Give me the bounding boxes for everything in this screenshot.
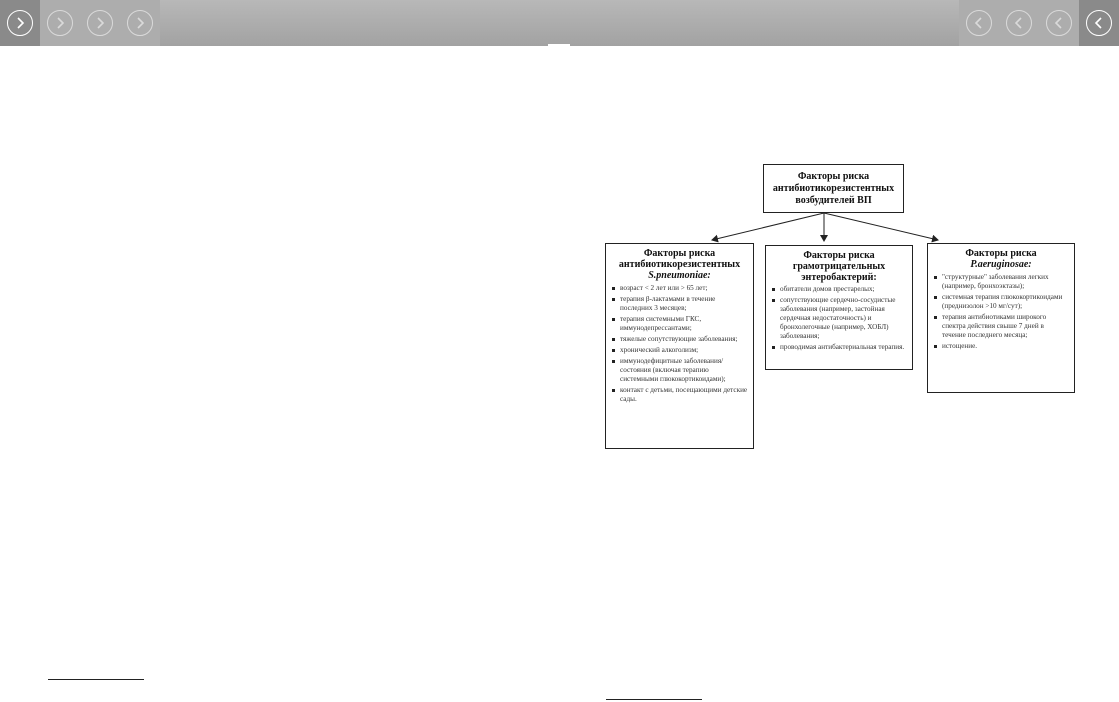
footnote-separator [48,679,144,680]
chevron-right-icon [87,10,113,36]
risk-factor-list [771,285,907,352]
risk-factor-item: хронический алкоголизм; [620,346,748,355]
category-title: Факторы риска [965,248,1037,259]
prev-page-button[interactable] [959,0,999,46]
risk-factor-item: терапия β-лактамами в течение последних 3 месяцев; [620,295,748,313]
category-box-enterobacteria [765,245,913,370]
chevron-left-icon [1046,10,1072,36]
category-box-paeruginosae [927,243,1075,393]
risk-factor-item: иммунодефицитные заболевания/состояния (включая терапию системными глюкокортикоидами); [620,357,748,384]
risk-factor-list [611,284,748,404]
next-page-button[interactable] [80,0,120,46]
chevron-right-icon [47,10,73,36]
risk-factor-item: сопутствующие сердечно-сосудистые заболевания (например, застойная сердечная недостаточность) и бронхолегочные (например, ХОБЛ) заболевания; [780,296,907,341]
category-title: Факторы риска антибиотикорезистентных [618,248,741,270]
risk-factor-item: истощение. [942,342,1069,351]
risk-factor-item: возраст < 2 лет или > 65 лет; [620,284,748,293]
prev-page-button[interactable] [999,0,1039,46]
risk-factor-item: тяжелые сопутствующие заболевания; [620,335,748,344]
chevron-left-icon [1006,10,1032,36]
page-divider-mark [548,44,570,48]
chevron-left-icon [1086,10,1112,36]
risk-factor-item: терапия системными ГКС, иммунодепрессантами; [620,315,748,333]
chevron-left-icon [966,10,992,36]
nav-forward-group [0,0,160,46]
reader-toolbar [0,0,1119,46]
next-page-button[interactable] [120,0,160,46]
category-organism: S.pneumoniae: [648,270,711,281]
nav-back-group [959,0,1119,46]
next-page-button[interactable] [0,0,40,46]
diagram-root-box [763,164,904,213]
next-page-button[interactable] [40,0,80,46]
risk-factor-item: терапия антибиотиками широкого спектра действия свыше 7 дней в течение последнего месяца; [942,313,1069,340]
diagram-root-label: Факторы риска антибиотикорезистентных возбудителей ВП [772,170,895,206]
footnote-separator [606,699,702,700]
category-box-spneumoniae [605,243,754,449]
chevron-right-icon [7,10,33,36]
prev-page-button[interactable] [1039,0,1079,46]
category-organism: P.aeruginosae: [970,259,1032,270]
risk-factor-list [933,273,1069,351]
category-title: Факторы риска грамотрицательных энтеробактерий: [792,250,886,283]
chevron-right-icon [127,10,153,36]
risk-factor-item: "структурные" заболевания легких (например, бронхоэктазы); [942,273,1069,291]
risk-factor-item: контакт с детьми, посещающими детские сады. [620,386,748,403]
prev-page-button[interactable] [1079,0,1119,46]
risk-factor-item: обитатели домов престарелых; [780,285,907,294]
risk-factor-item: системная терапия глюкокортикоидами (преднизолон >10 мг/сут); [942,293,1069,311]
risk-factor-item: проводимая антибактериальная терапия. [780,343,907,352]
